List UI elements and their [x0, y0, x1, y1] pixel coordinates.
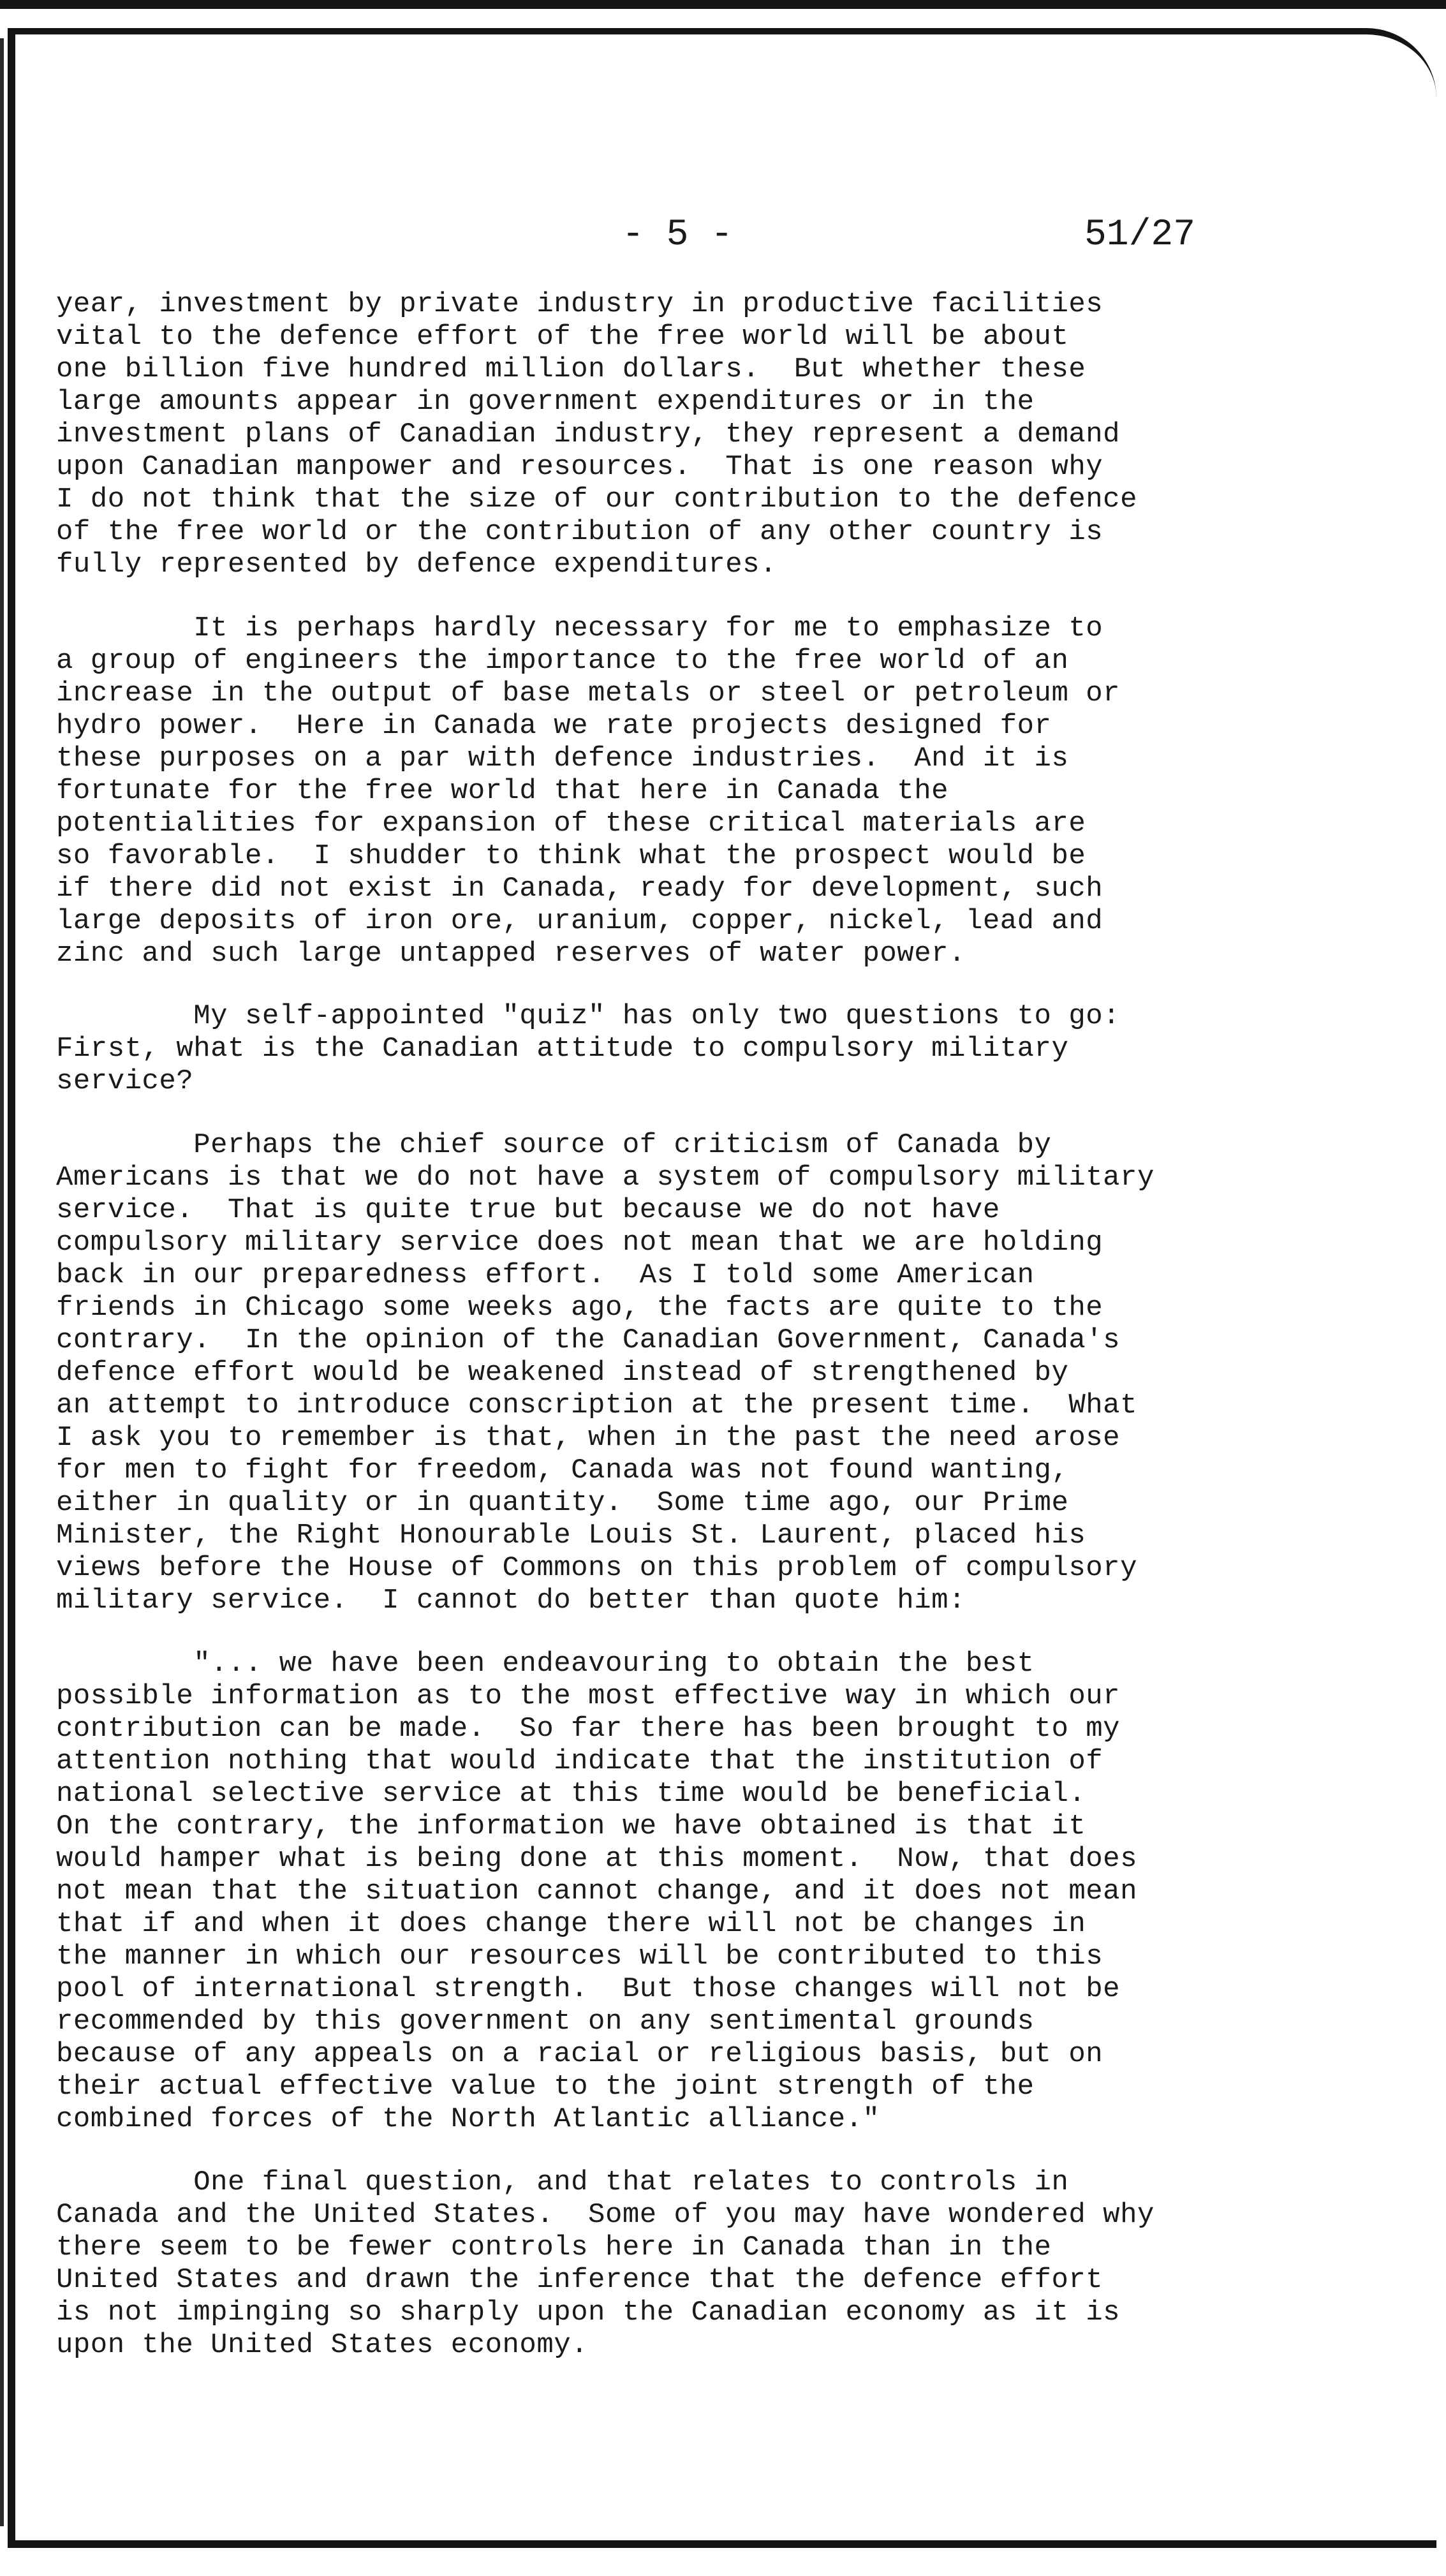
top-border-rule	[0, 0, 1446, 9]
text-line: First, what is the Canadian attitude to compulsory military	[56, 1033, 1069, 1065]
text-line: year, investment by private industry in productive facilities	[56, 288, 1103, 320]
text-line: potentialities for expansion of these critical materials are	[56, 808, 1086, 840]
left-binding-rule	[0, 38, 4, 2526]
text-line: one billion five hundred million dollars. But whether these	[56, 353, 1086, 385]
text-line: combined forces of the North Atlantic alliance."	[56, 2103, 880, 2135]
paragraph-prime-minister-quote	[56, 1648, 1332, 2136]
text-line: upon Canadian manpower and resources. That is one reason why	[56, 451, 1103, 483]
paragraph-critical-materials	[56, 612, 1332, 970]
text-line: for men to fight for freedom, Canada was not found wanting,	[56, 1455, 1069, 1486]
text-line: defence effort would be weakened instead of strengthened by	[56, 1357, 1069, 1389]
text-line: an attempt to introduce conscription at the present time. What	[56, 1389, 1137, 1421]
text-line: I ask you to remember is that, when in the past the need arose	[56, 1422, 1121, 1454]
document-reference: 51/27	[1084, 214, 1196, 256]
text-line: United States and drawn the inference that the defence effort	[56, 2264, 1103, 2296]
text-line: Minister, the Right Honourable Louis St. Laurent, placed his	[56, 1520, 1086, 1551]
text-line: hydro power. Here in Canada we rate projects designed for	[56, 710, 1052, 742]
paragraph-quiz-question	[56, 1000, 1332, 1098]
text-line: large amounts appear in government expenditures or in the	[56, 386, 1035, 418]
paragraph-compulsory-service	[56, 1129, 1332, 1617]
text-line: that if and when it does change there will not be changes in	[56, 1908, 1086, 1940]
text-line: increase in the output of base metals or steel or petroleum or	[56, 677, 1121, 709]
text-line: a group of engineers the importance to the free world of an	[56, 645, 1069, 677]
text-line: the manner in which our resources will be contributed to this	[56, 1941, 1103, 1973]
text-line: of the free world or the contribution of any other country is	[56, 516, 1103, 548]
paragraph-defence-investment	[56, 288, 1332, 581]
text-line: service. That is quite true but because we do not have	[56, 1194, 1000, 1226]
text-line: compulsory military service does not mean that we are holding	[56, 1227, 1103, 1259]
text-line: contribution can be made. So far there has been brought to my	[56, 1713, 1121, 1745]
text-line: service?	[56, 1065, 194, 1097]
text-line: fortunate for the free world that here in Canada the	[56, 775, 949, 807]
page-header	[0, 214, 1446, 265]
text-line: their actual effective value to the joint strength of the	[56, 2071, 1035, 2103]
text-line: there seem to be fewer controls here in Canada than in the	[56, 2232, 1052, 2263]
text-line: friends in Chicago some weeks ago, the facts are quite to the	[56, 1292, 1103, 1324]
text-line: investment plans of Canadian industry, they represent a demand	[56, 418, 1121, 450]
text-line: It is perhaps hardly necessary for me to emphasize to	[56, 612, 1103, 644]
text-line: My self-appointed "quiz" has only two questions to go:	[56, 1000, 1121, 1032]
text-line: pool of international strength. But those changes will not be	[56, 1973, 1121, 2005]
text-line: would hamper what is being done at this moment. Now, that does	[56, 1843, 1137, 1875]
text-line: I do not think that the size of our contribution to the defence	[56, 484, 1137, 515]
text-line: these purposes on a par with defence industries. And it is	[56, 743, 1069, 774]
text-line: Canada and the United States. Some of you may have wondered why	[56, 2199, 1155, 2231]
text-line: zinc and such large untapped reserves of water power.	[56, 938, 966, 970]
text-line: Americans is that we do not have a system of compulsory military	[56, 1162, 1155, 1194]
text-line: national selective service at this time would be beneficial.	[56, 1778, 1086, 1810]
text-line: recommended by this government on any sentimental grounds	[56, 2006, 1035, 2038]
text-line: not mean that the situation cannot change, and it does not mean	[56, 1876, 1137, 1907]
text-line: "... we have been endeavouring to obtain the best	[56, 1648, 1035, 1680]
text-line: either in quality or in quantity. Some time ago, our Prime	[56, 1487, 1069, 1519]
text-line: upon the United States economy.	[56, 2329, 589, 2361]
text-line: fully represented by defence expenditures.	[56, 549, 777, 581]
text-line: contrary. In the opinion of the Canadian Government, Canada's	[56, 1324, 1121, 1356]
text-line: One final question, and that relates to controls in	[56, 2166, 1069, 2198]
text-line: vital to the defence effort of the free world will be about	[56, 321, 1069, 353]
paragraph-controls	[56, 2166, 1332, 2362]
text-line: views before the House of Commons on this problem of compulsory	[56, 1552, 1137, 1584]
text-line: is not impinging so sharply upon the Canadian economy as it is	[56, 2297, 1121, 2328]
text-line: attention nothing that would indicate that the institution of	[56, 1745, 1103, 1777]
text-line: large deposits of iron ore, uranium, copper, nickel, lead and	[56, 905, 1103, 937]
text-line: if there did not exist in Canada, ready for development, such	[56, 873, 1103, 905]
text-line: possible information as to the most effective way in which our	[56, 1680, 1121, 1712]
text-line: so favorable. I shudder to think what the prospect would be	[56, 840, 1086, 872]
text-line: military service. I cannot do better than quote him:	[56, 1585, 966, 1617]
text-line: because of any appeals on a racial or religious basis, but on	[56, 2038, 1103, 2070]
text-line: Perhaps the chief source of criticism of Canada by	[56, 1129, 1052, 1161]
page-number: - 5 -	[622, 214, 734, 256]
text-line: On the contrary, the information we have obtained is that it	[56, 1810, 1086, 1842]
text-line: back in our preparedness effort. As I told some American	[56, 1259, 1035, 1291]
